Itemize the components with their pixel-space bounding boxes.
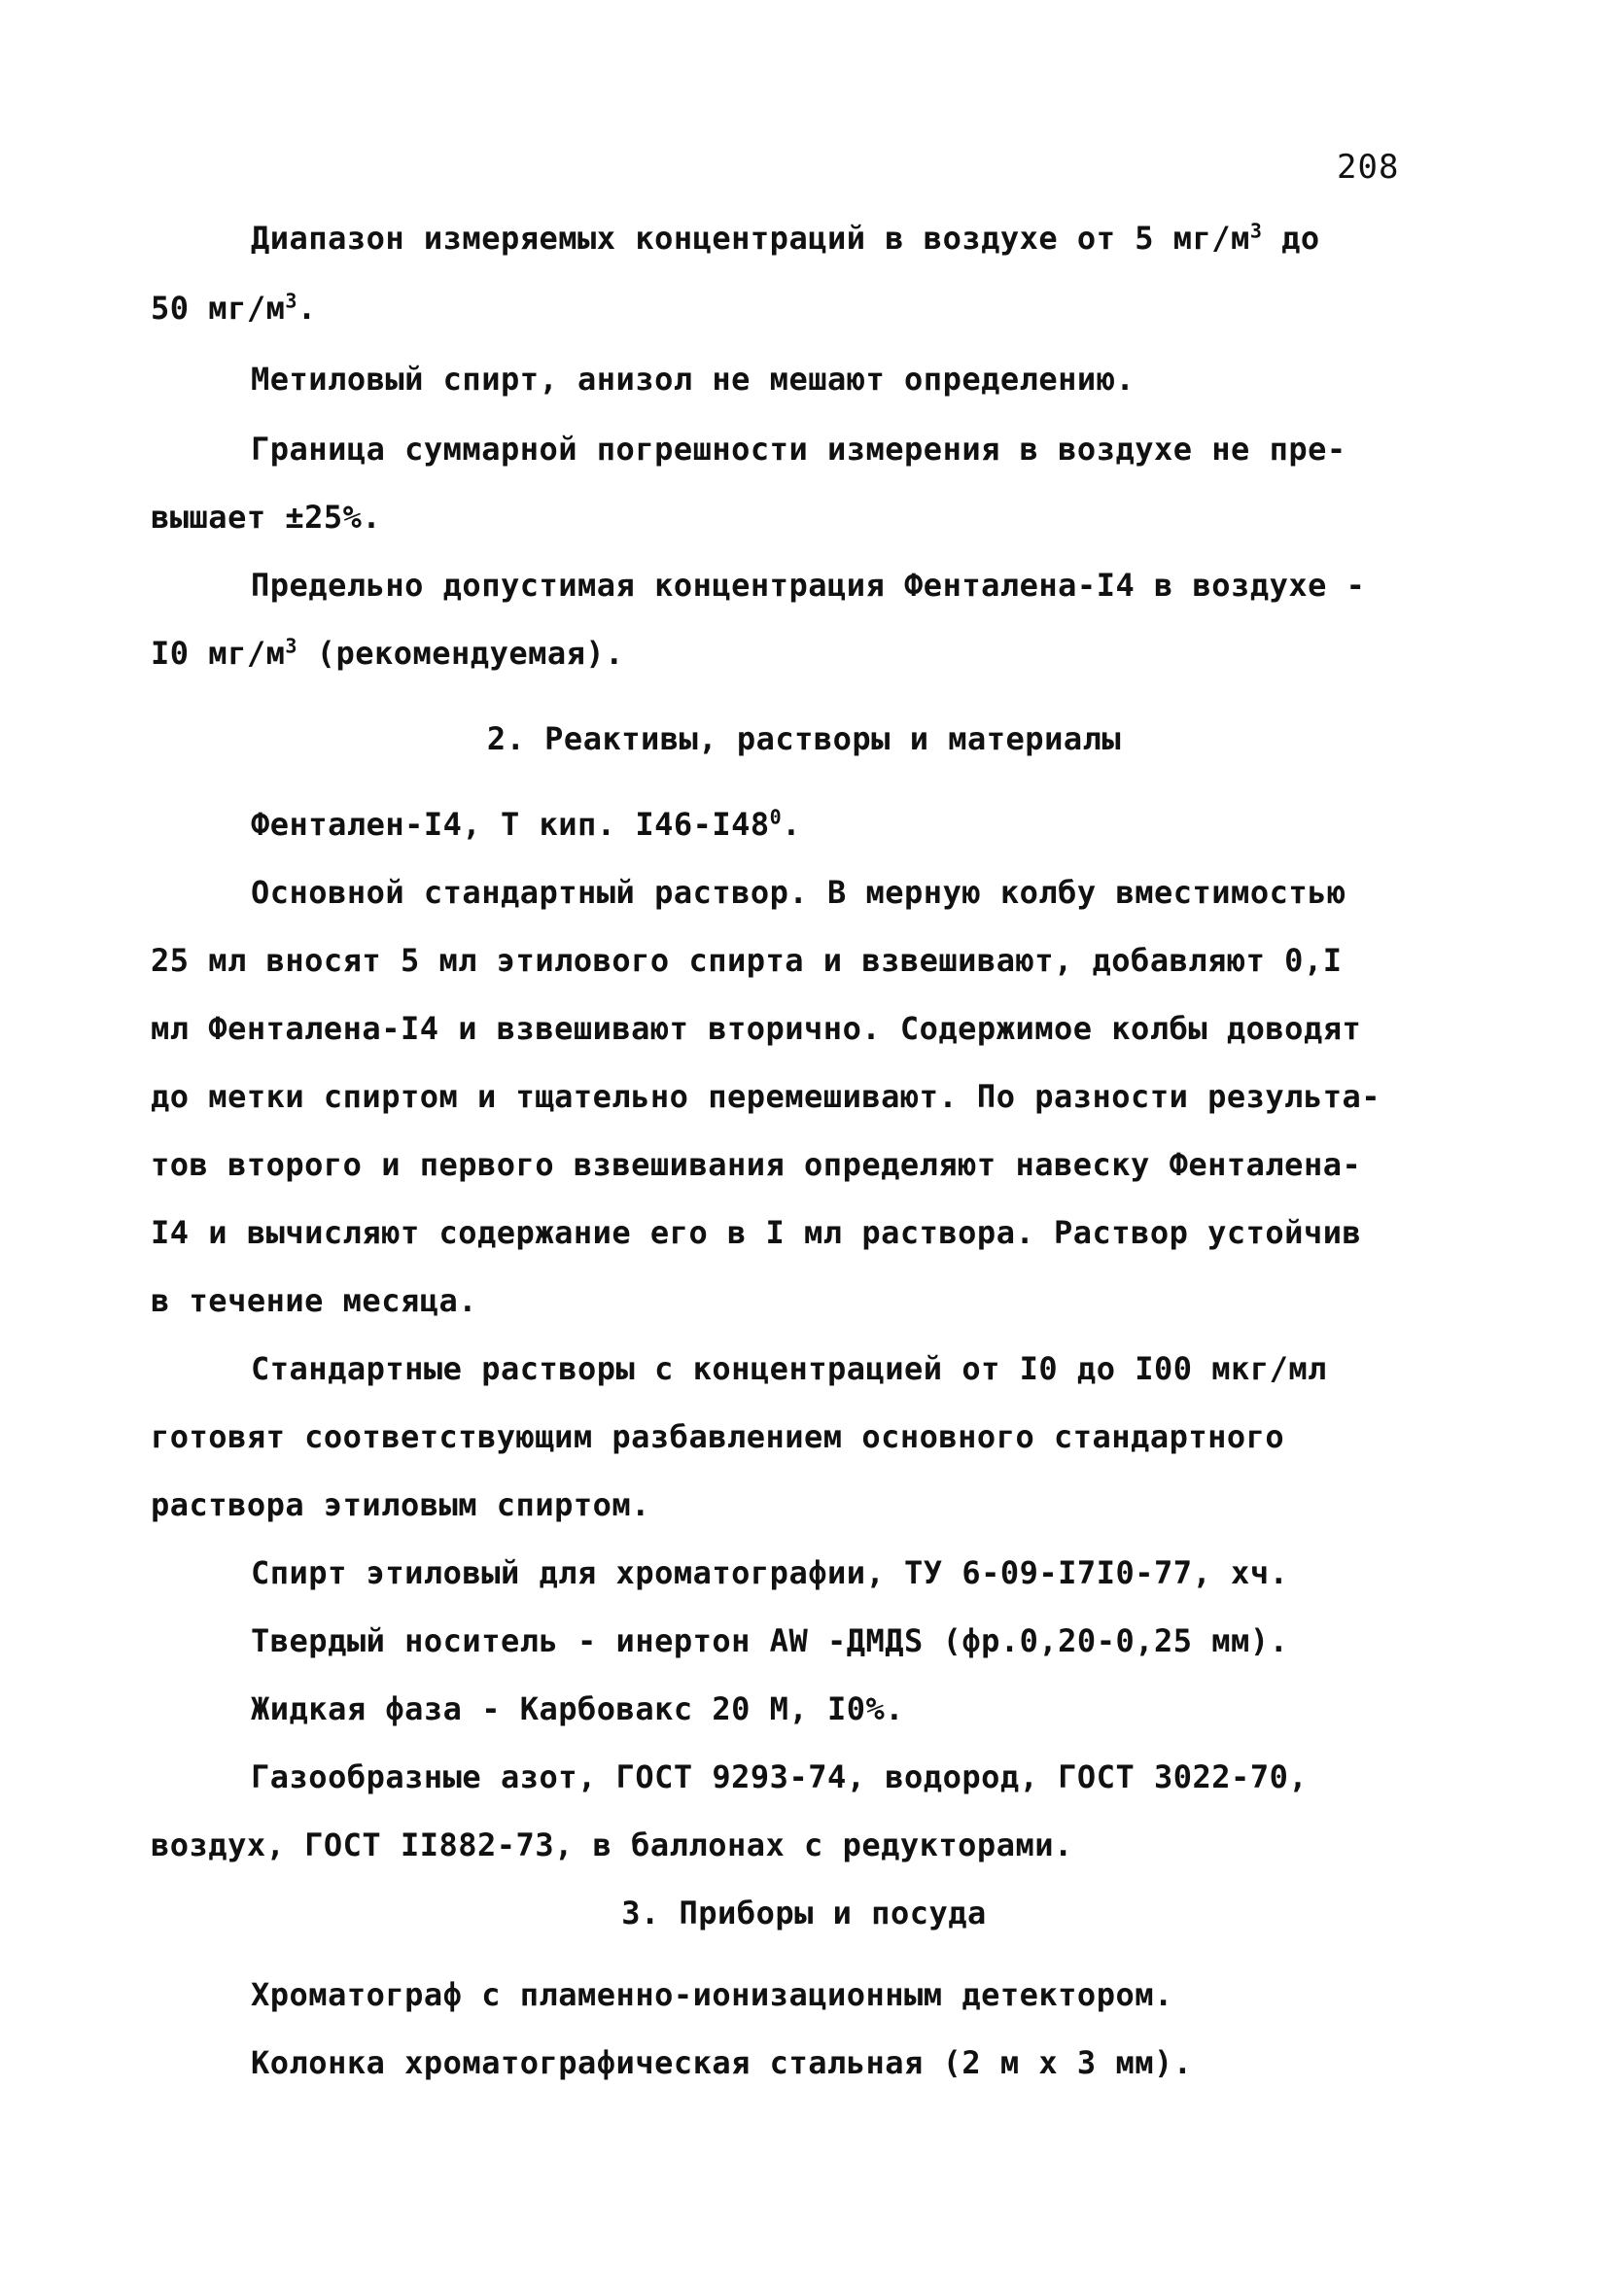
stock-solution-line: Основной стандартный раствор. В мерную колбу вместимостью	[251, 874, 1346, 911]
fentalen-line	[251, 805, 801, 844]
pdk-line-2	[151, 634, 624, 673]
liquid-phase-line: Жидкая фаза - Карбовакс 20 М, I0%.	[251, 1690, 905, 1727]
stock-solution-line: 25 мл вносят 5 мл этилового спирта и взвешивают, добавляют 0,I	[151, 942, 1343, 979]
error-line-2: вышает ±25%.	[151, 499, 382, 536]
standard-solutions-line: раствора этиловым спиртом.	[151, 1486, 650, 1523]
range-line-1-tail: до	[1262, 220, 1320, 257]
stock-solution-line: до метки спиртом и тщательно перемешивают. По разности результа-	[151, 1078, 1381, 1115]
error-line-1: Граница суммарной погрешности измерения в воздухе не пре-	[251, 431, 1346, 468]
stock-solution-line: в течение месяца.	[151, 1282, 478, 1319]
range-line-2-tail: .	[297, 290, 317, 327]
stock-solution-line: тов второго и первого взвешивания определяют навеску Фенталена-	[151, 1146, 1362, 1183]
section-3-heading: 3. Приборы и посуда	[621, 1895, 987, 1931]
standard-solutions-line: Стандартные растворы с концентрацией от I0 до I00 мкг/мл	[251, 1350, 1327, 1387]
stock-solution-line: I4 и вычисляют содержание его в I мл раствора. Раствор устойчив	[151, 1214, 1362, 1251]
standard-solutions-line: готовят соответствующим разбавлением основного стандартного	[151, 1418, 1285, 1455]
range-line-1-text: Диапазон измеряемых концентраций в воздухе от 5 мг/м	[251, 220, 1250, 257]
gases-line: воздух, ГОСТ II882-73, в баллонах с редукторами.	[151, 1826, 1073, 1863]
cubic-superscript: 3	[1249, 219, 1263, 243]
fentalen-tail: .	[782, 806, 801, 843]
ethanol-line: Спирт этиловый для хроматографии, ТУ 6-09-I7I0-77, хч.	[251, 1554, 1289, 1591]
pdk-line-2-text: I0 мг/м	[151, 635, 286, 672]
cubic-superscript: 3	[285, 634, 297, 658]
degree-superscript: 0	[769, 805, 783, 829]
equipment-line: Хроматограф с пламенно-ионизационным детектором.	[251, 1976, 1173, 2013]
page-number: 208	[1337, 148, 1400, 187]
cubic-superscript: 3	[285, 289, 297, 313]
range-line-2-text: 50 мг/м	[151, 290, 286, 327]
range-line-2	[151, 289, 317, 328]
pdk-line-1: Предельно допустимая концентрация Фенталена-I4 в воздухе -	[251, 567, 1366, 604]
interference-line: Метиловый спирт, анизол не мешают определению.	[251, 361, 1136, 398]
gases-line: Газообразные азот, ГОСТ 9293-74, водород, ГОСТ 3022-70,	[251, 1758, 1309, 1795]
range-line-1	[251, 219, 1320, 258]
stock-solution-line: мл Фенталена-I4 и взвешивают вторично. Содержимое колбы доводят	[151, 1010, 1362, 1047]
pdk-line-2-tail: (рекомендуемая).	[297, 635, 624, 672]
equipment-line: Колонка хроматографическая стальная (2 м х 3 мм).	[251, 2044, 1193, 2081]
section-2-heading: 2. Реактивы, растворы и материалы	[486, 720, 1122, 757]
fentalen-text: Фентален-I4, Т кип. I46-I48	[251, 806, 770, 843]
carrier-line: Твердый носитель - инертон AW -ДМДS (фр.0,20-0,25 мм).	[251, 1622, 1289, 1659]
